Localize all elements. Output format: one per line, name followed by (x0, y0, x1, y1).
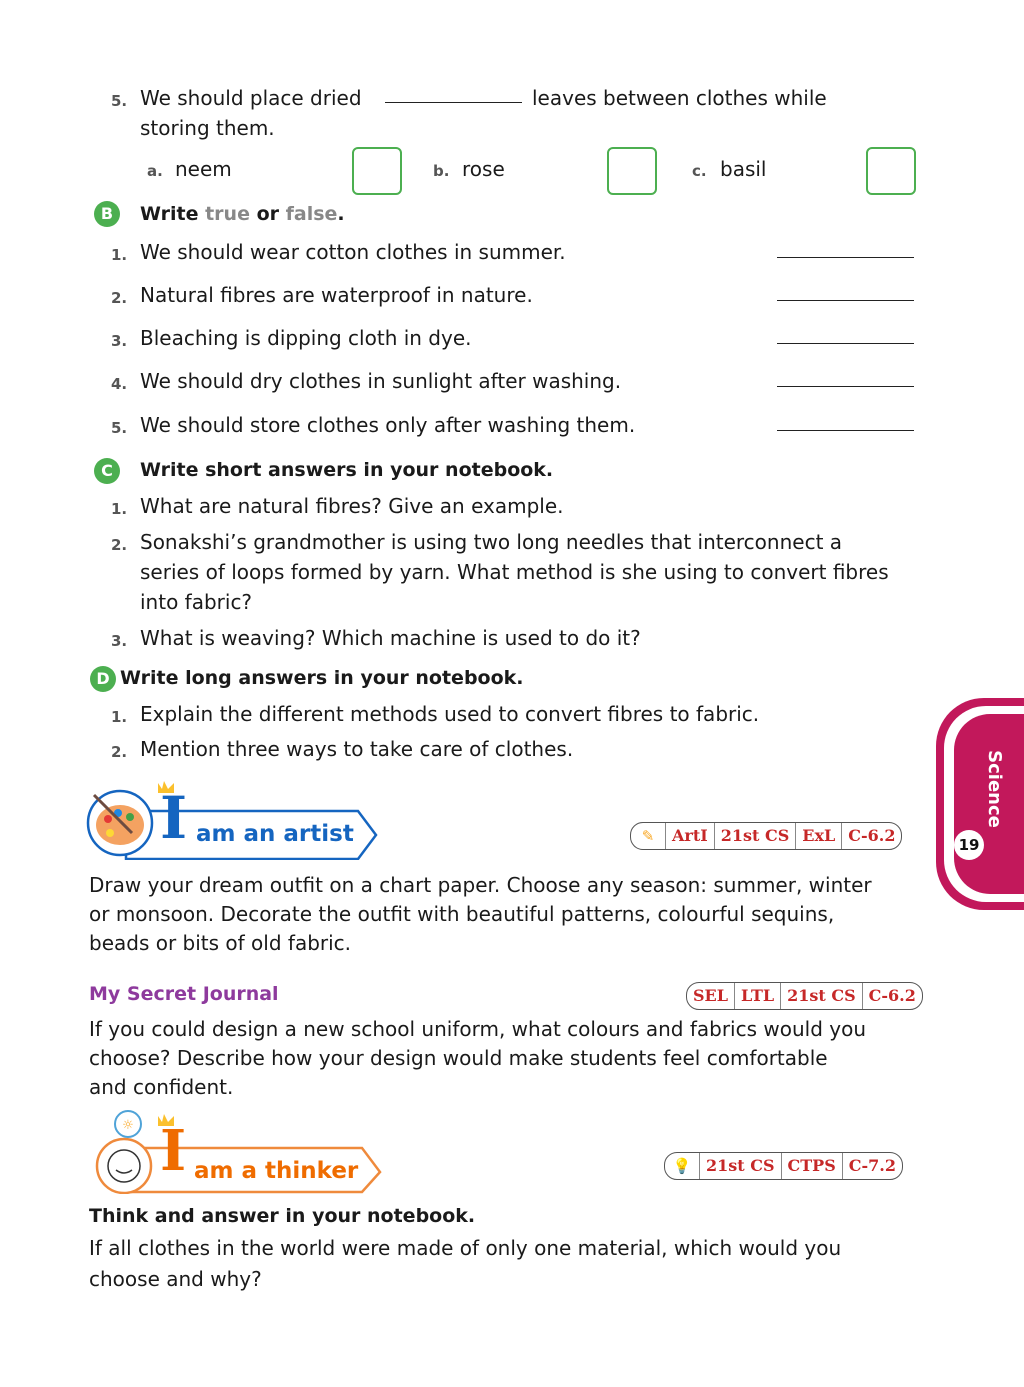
artist-tag-1: ArtI (665, 823, 714, 849)
artist-line-1: Draw your dream outfit on a chart paper. Choose any season: summer, winter (89, 873, 872, 897)
b-item-2-blank[interactable] (777, 300, 914, 301)
artist-line-3: beads or bits of old fabric. (89, 931, 352, 955)
b-item-3-number: 3. (111, 332, 128, 350)
b-item-2-text: Natural fibres are waterproof in nature. (140, 283, 533, 307)
journal-tag-3: 21st CS (780, 983, 862, 1009)
thinker-line-1: If all clothes in the world were made of only one material, which would you (89, 1236, 842, 1260)
thinker-label: am a thinker (194, 1158, 359, 1184)
c-item-2-line-1: Sonakshi’s grandmother is using two long needles that interconnect a (140, 530, 843, 554)
b-item-4-number: 4. (111, 375, 128, 393)
q5-text-line2: storing them. (140, 116, 275, 140)
side-tab (936, 698, 1024, 910)
b-item-1-blank[interactable] (777, 257, 914, 258)
option-b-checkbox[interactable] (607, 147, 657, 195)
q5-number: 5. (111, 92, 128, 110)
section-b-badge: B (94, 201, 120, 227)
b-item-5-blank[interactable] (777, 430, 914, 431)
thinker-big-letter: I (160, 1118, 187, 1184)
b-item-3-blank[interactable] (777, 343, 914, 344)
c-item-2-number: 2. (111, 536, 128, 554)
option-c-checkbox[interactable] (866, 147, 916, 195)
section-d-title: Write long answers in your notebook. (120, 667, 524, 689)
journal-tags (686, 982, 923, 1010)
page-number: 19 (954, 830, 984, 860)
journal-line-2: choose? Describe how your design would make students feel comfortable (89, 1046, 828, 1070)
b-item-4-text: We should dry clothes in sunlight after washing. (140, 369, 622, 393)
option-b-letter: b. (433, 162, 450, 180)
d-item-2-text: Mention three ways to take care of clothes. (140, 737, 574, 761)
artist-line-2: or monsoon. Decorate the outfit with beautiful patterns, colourful sequins, (89, 902, 835, 926)
b-item-5-number: 5. (111, 419, 128, 437)
svg-text:☼: ☼ (122, 1118, 134, 1133)
artist-tag-4: C-6.2 (841, 823, 901, 849)
thinker-line-2: choose and why? (89, 1267, 262, 1291)
thinker-heading: Think and answer in your notebook. (89, 1205, 476, 1227)
option-a-checkbox[interactable] (352, 147, 402, 195)
c-item-3-text: What is weaving? Which machine is used to do it? (140, 626, 641, 650)
section-d-badge: D (90, 666, 116, 692)
b-item-2-number: 2. (111, 289, 128, 307)
journal-line-3: and confident. (89, 1075, 234, 1099)
journal-tag-2: LTL (734, 983, 780, 1009)
b-item-1-text: We should wear cotton clothes in summer. (140, 240, 566, 264)
artist-label: am an artist (196, 821, 354, 847)
option-a-letter: a. (147, 162, 163, 180)
c-item-2-line-2: series of loops formed by yarn. What method is she using to convert fibres (140, 560, 889, 584)
c-item-3-number: 3. (111, 632, 128, 650)
c-item-1-text: What are natural fibres? Give an example. (140, 494, 564, 518)
c-item-1-number: 1. (111, 500, 128, 518)
thinker-tag-3: C-7.2 (842, 1153, 902, 1179)
journal-tag-4: C-6.2 (862, 983, 922, 1009)
b-item-4-blank[interactable] (777, 386, 914, 387)
thinker-tag-2: CTPS (781, 1153, 842, 1179)
d-item-2-number: 2. (111, 743, 128, 761)
side-tab-subject: Science (984, 750, 1005, 828)
journal-title: My Secret Journal (89, 983, 279, 1005)
artist-big-letter: I (160, 784, 188, 852)
section-b-title: Write true or false. (140, 203, 345, 225)
d-item-1-text: Explain the different methods used to convert fibres to fabric. (140, 702, 760, 726)
b-item-3-text: Bleaching is dipping cloth in dye. (140, 326, 472, 350)
d-item-1-number: 1. (111, 708, 128, 726)
thinker-tag-1: 21st CS (699, 1153, 781, 1179)
option-b-text: rose (462, 157, 505, 181)
option-a-text: neem (175, 157, 232, 181)
b-item-1-number: 1. (111, 246, 128, 264)
pencil-flag-icon: ✎ (641, 827, 655, 845)
artist-tag-2: 21st CS (714, 823, 796, 849)
journal-line-1: If you could design a new school uniform, what colours and fabrics would you (89, 1017, 867, 1041)
artist-tags (630, 822, 902, 850)
section-c-title: Write short answers in your notebook. (140, 459, 554, 481)
face-icon (108, 1150, 140, 1182)
option-c-text: basil (720, 157, 767, 181)
q5-blank[interactable] (385, 102, 522, 103)
artist-tag-3: ExL (795, 823, 841, 849)
q5-text-b: leaves between clothes while (532, 86, 827, 110)
q5-text-a: We should place dried (140, 86, 362, 110)
lightbulb-icon: 💡 (672, 1157, 692, 1175)
c-item-2-line-3: into fabric? (140, 590, 253, 614)
section-c-badge: C (94, 458, 120, 484)
thinker-tags (664, 1152, 903, 1180)
b-item-5-text: We should store clothes only after washing them. (140, 413, 636, 437)
option-c-letter: c. (692, 162, 707, 180)
journal-tag-1: SEL (693, 986, 728, 1005)
